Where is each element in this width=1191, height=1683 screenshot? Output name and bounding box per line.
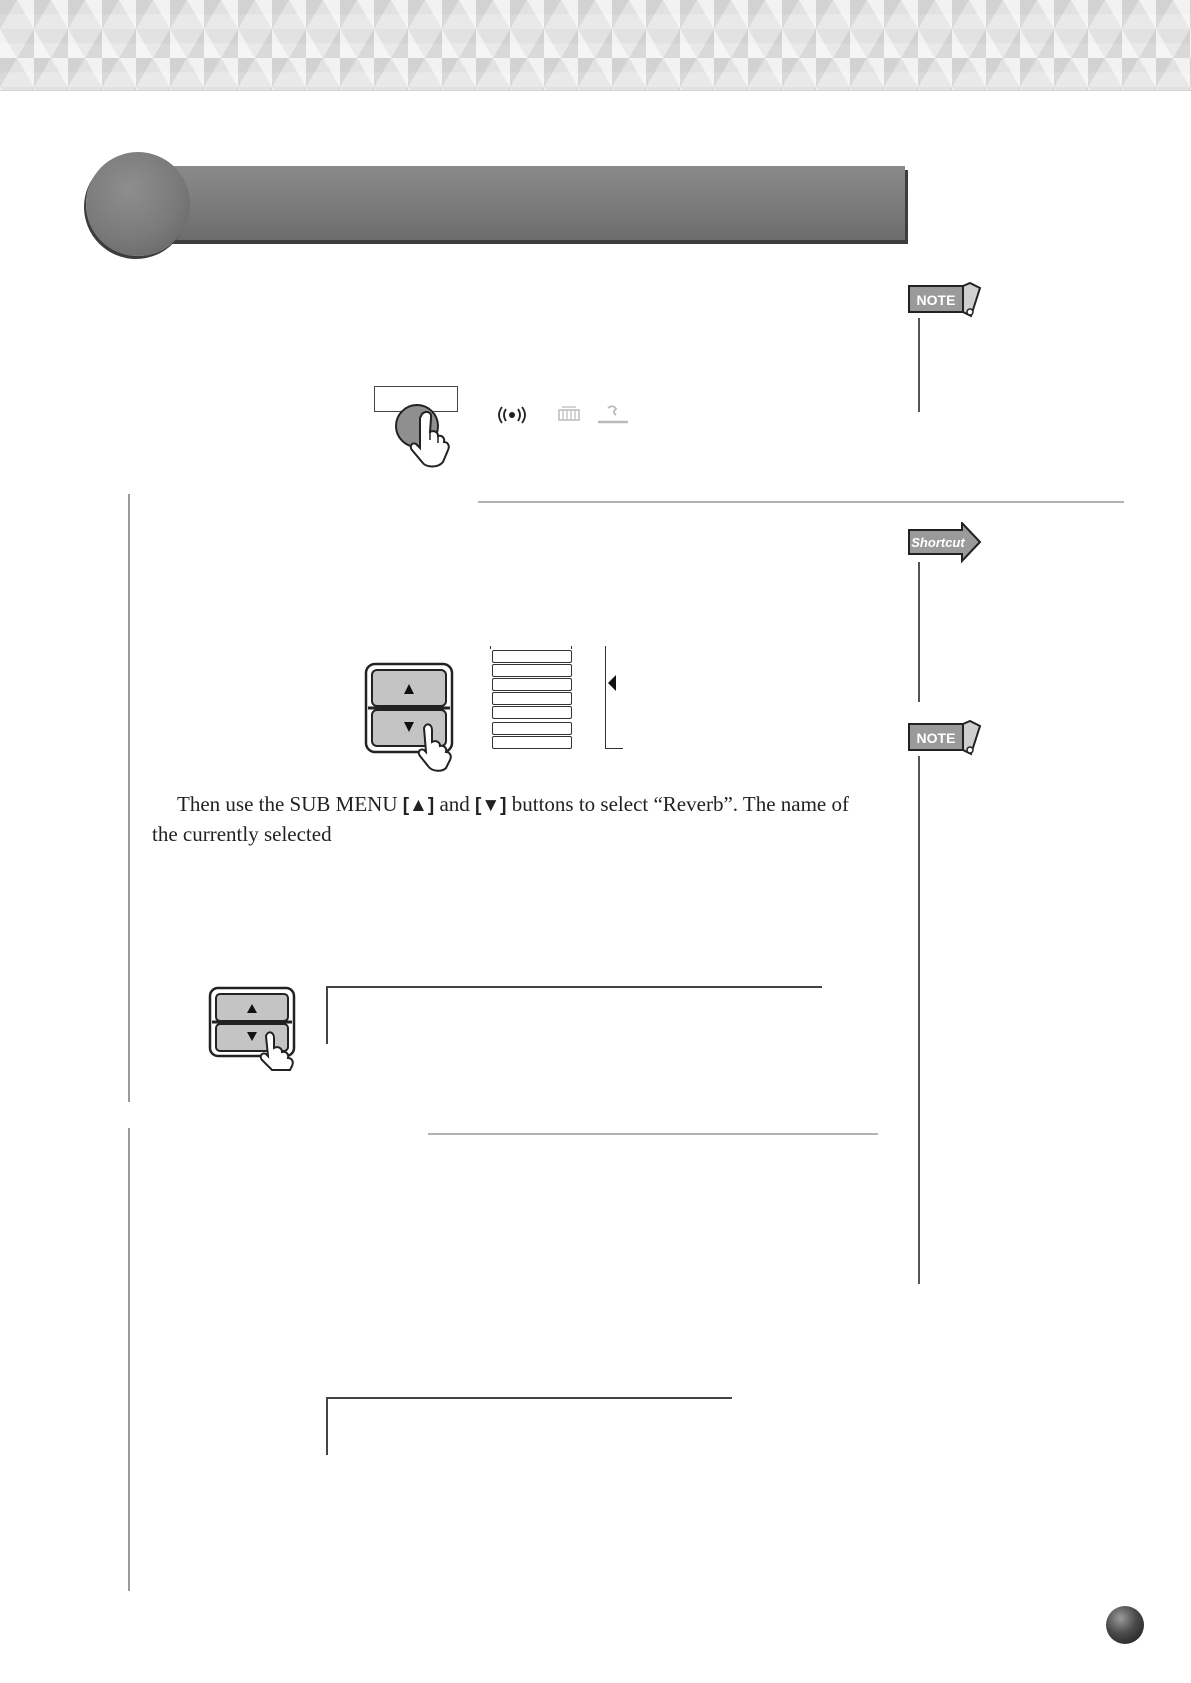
keyboard-faded-icon bbox=[556, 404, 582, 424]
note-tag-icon bbox=[908, 282, 982, 320]
pressing-finger-icon[interactable] bbox=[388, 398, 458, 468]
section-left-rule bbox=[128, 494, 130, 1102]
up-button-ref: [▲] bbox=[402, 795, 435, 816]
body-text: Then use the SUB MENU bbox=[177, 792, 403, 816]
shortcut-tag-icon bbox=[908, 522, 982, 564]
section-heading-rule bbox=[478, 501, 1124, 503]
lcd-menu-row bbox=[492, 650, 572, 663]
lcd-selection-pointer bbox=[606, 674, 618, 692]
note-label: NOTE bbox=[916, 292, 956, 308]
body-paragraph bbox=[152, 790, 888, 849]
note-label: NOTE bbox=[916, 730, 956, 746]
sub-menu-buttons[interactable] bbox=[364, 660, 464, 772]
lcd-menu-row bbox=[492, 706, 572, 719]
lcd-menu-row bbox=[492, 736, 572, 749]
sub-menu-buttons-small[interactable] bbox=[208, 986, 308, 1072]
lcd-divider-foot bbox=[605, 748, 623, 749]
body-text: the currently selected bbox=[152, 822, 332, 846]
shortcut-margin-line bbox=[918, 562, 920, 702]
lcd-menu-row bbox=[492, 664, 572, 677]
broadcast-waves-icon bbox=[496, 405, 528, 425]
lcd-menu-row bbox=[492, 722, 572, 735]
display-frame bbox=[326, 986, 822, 1044]
shortcut-label: Shortcut bbox=[911, 535, 965, 550]
sync-faded-icon bbox=[596, 402, 630, 426]
down-button-ref: [▼] bbox=[475, 795, 507, 816]
lcd-menu-row bbox=[492, 692, 572, 705]
section-title-banner bbox=[150, 166, 905, 240]
section-title-circle bbox=[86, 152, 190, 256]
note-margin-line bbox=[918, 318, 920, 412]
lcd-list-top-edge bbox=[490, 646, 572, 649]
body-text: and bbox=[434, 792, 476, 816]
page-number-dot bbox=[1106, 1606, 1144, 1644]
note-margin-line bbox=[918, 756, 920, 1284]
section-left-rule bbox=[128, 1128, 130, 1591]
section-heading-rule bbox=[428, 1133, 878, 1135]
display-frame bbox=[326, 1397, 732, 1455]
note-tag-icon bbox=[908, 720, 982, 758]
header-pattern-band bbox=[0, 0, 1191, 91]
body-text: buttons to select “Reverb”. The name of bbox=[506, 792, 850, 816]
lcd-divider bbox=[605, 646, 606, 748]
lcd-menu-row bbox=[492, 678, 572, 691]
